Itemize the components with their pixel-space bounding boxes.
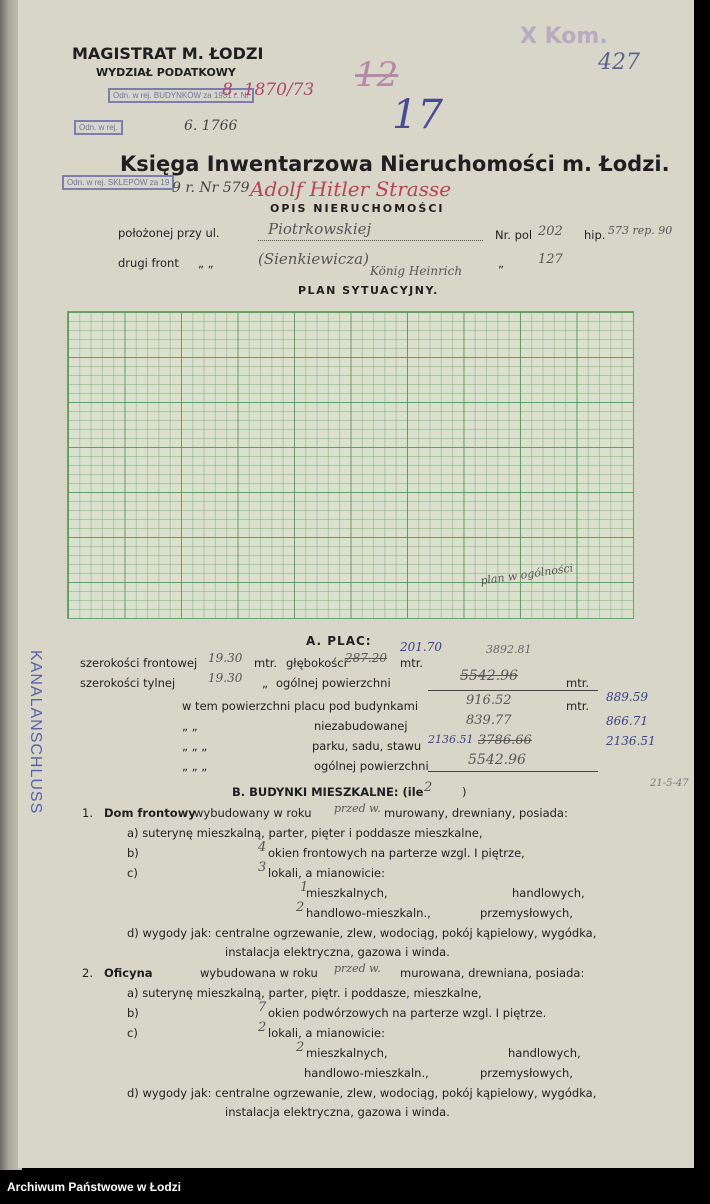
building2-residential: mieszkalnych, [306,1046,388,1060]
building2-residential-count: 2 [296,1040,305,1055]
paren-close: ) [462,785,467,799]
building1-name: Dom frontowy [104,806,196,820]
stamp3-handwriting: 9 r. Nr 579 [172,180,250,196]
mtr-unit-3: mtr. [566,676,590,690]
building2-line-a: a) suterynę mieszkalną, parter, piętr. i poddasze, mieszkalne, [127,986,482,1000]
building2-num: 2. [82,966,93,980]
mortgage-value: 573 rep. 90 [608,224,673,237]
stamp1-handwriting: 8. 1870/73 [222,80,315,100]
building1-commercial: handlowych, [512,886,585,900]
building1-line-b: okien frontowych na parterze wzgl. I piętrze, [268,846,525,860]
plan-note: plan w ogólności [479,561,574,588]
building1-material: murowany, drewniany, posiada: [384,806,568,820]
struck-file-number: 12 [355,55,399,95]
building1-b-prefix: b) [127,846,139,860]
department-name: WYDZIAŁ PODATKOWY [96,66,236,79]
page-title: Księga Inwentarzowa Nieruchomości m. Łodzi. [120,152,670,176]
back-width-label: szerokości tylnej [80,676,176,690]
buildings-count: 2 [424,780,433,795]
new-street-name: Adolf Hitler Strasse [250,177,452,201]
mtr-unit-4: mtr. [566,699,590,713]
building1-residential: mieszkalnych, [306,886,388,900]
building1-line-d2: instalacja elektryczna, gazowa i winda. [225,945,450,959]
mtr-unit-2: mtr. [400,656,424,670]
second-front-label: drugi front [118,256,179,270]
street-line [258,240,483,241]
building2-line-d: d) wygody jak: centralne ogrzewanie, zlew, wodociąg, pokój kąpielowy, wygódka, [127,1086,597,1100]
second-front-number: 127 [538,252,563,267]
park-value: 2136.51 [428,733,474,746]
residential-buildings-heading: B. BUDYNKI MIESZKALNE: (ile [232,785,424,799]
overall-area-label: ogólnej powierzchni [314,759,429,773]
back-width-value: 19.30 [208,671,243,685]
property-description-heading: OPIS NIERUCHOMOŚCI [270,202,445,215]
building2-material: murowana, drewniana, posiada: [400,966,585,980]
park-new-value: 2136.51 [606,734,656,748]
building1-line-c: lokali, a mianowicie: [268,866,385,880]
building2-c-prefix: c) [127,1026,138,1040]
stamp2-handwriting: 6. 1766 [184,118,238,134]
building1-line-a: a) suterynę mieszkalną, parter, pięter i poddasze mieszkalne, [127,826,483,840]
building1-num: 1. [82,806,93,820]
building1-mixed: handlowo-mieszkaln., [306,906,431,920]
corner-number: 427 [598,50,640,75]
buildings-register-stamp: Odn. w rej. BUDYNKÓW za 1931 r. Nr [108,88,254,103]
building1-units: 3 [258,860,267,875]
margin-vertical-stamp: KANALANSCHLUSS [27,650,44,815]
shops-register-stamp: Odn. w rej. SKLEPÓW za 19 [62,175,174,190]
unbuilt-new-value: 866.71 [606,714,648,728]
total-area-line [428,690,598,691]
depth-struck-value: 287.20 [345,651,387,665]
plot-number-label: Nr. pol [495,228,533,242]
under-building-label: w tem powierzchni placu pod budynkami [182,699,419,713]
ditto-marks: „ „ [198,256,214,270]
overall-area-value: 5542.96 [468,752,526,768]
building2-industrial: przemysłowych, [480,1066,573,1080]
street-value: Piotrkowskiej [268,220,372,238]
front-width-label: szerokości frontowej [80,656,198,670]
file-number: 17 [392,92,443,138]
office-name: MAGISTRAT M. ŁODZI [72,44,264,63]
total-area-top-value: 3892.81 [486,643,532,656]
unbuilt-label: niezabudowanej [314,719,408,733]
building2-year: przed w. [334,962,381,975]
building1-mixed-count: 2 [296,900,305,915]
second-front-value: (Sienkiewicza) [258,250,369,268]
building2-name: Oficyna [104,966,153,980]
ditto-a: „ [262,676,268,690]
total-area-struck-value: 5542.96 [460,668,518,684]
building1-year: przed w. [334,802,381,815]
plot-number-value: 202 [538,224,563,239]
building2-line-d2: instalacja elektryczna, gazowa i winda. [225,1105,450,1119]
side-date-note: 21-5-47 [650,778,689,789]
mortgage-label: hip. [584,228,606,242]
building2-line-b: okien podwórzowych na parterze wzgl. I piętrze. [268,1006,547,1020]
ditto-marks-2: „ [498,256,504,270]
overall-area-line [428,771,598,772]
second-front-new-name: König Heinrich [370,264,463,278]
building1-industrial: przemysłowych, [480,906,573,920]
under-building-value: 916.52 [466,693,512,708]
total-area-label: ogólnej powierzchni [276,676,391,690]
archive-footer [0,1172,710,1204]
building1-c-prefix: c) [127,866,138,880]
ditto-d: „ „ „ [182,759,208,773]
register-stamp-2: Odn. w rej. [74,120,123,135]
corner-stamp: X Kom. [520,24,608,49]
building2-b-prefix: b) [127,1006,139,1020]
mtr-unit-1: mtr. [254,656,278,670]
ditto-b: „ „ [182,719,198,733]
depth-new-value: 201.70 [400,640,442,654]
building1-windows: 4 [258,840,267,855]
building2-line-c: lokali, a mianowicie: [268,1026,385,1040]
street-label: położonej przy ul. [118,226,220,240]
unbuilt-value: 839.77 [466,713,512,728]
depth-label: głębokości [286,656,347,670]
building1-residential-count: 1 [300,880,309,895]
building1-built-label: wybudowany w roku [194,806,312,820]
situation-plan-heading: PLAN SYTUACYJNY. [298,284,439,297]
under-building-new-value: 889.59 [606,690,648,704]
building1-line-d: d) wygody jak: centralne ogrzewanie, zlew, wodociąg, pokój kąpielowy, wygódka, [127,926,597,940]
park-label: parku, sadu, stawu [312,739,422,753]
park-struck-value: 3786.66 [478,733,532,748]
ditto-c: „ „ „ [182,739,208,753]
building2-mixed: handlowo-mieszkaln., [304,1066,429,1080]
building2-windows: 7 [258,1000,267,1015]
plot-heading: A. PLAC: [306,634,372,648]
building2-units: 2 [258,1020,267,1035]
building2-commercial: handlowych, [508,1046,581,1060]
building2-built-label: wybudowana w roku [200,966,318,980]
archive-name: Archiwum Państwowe w Łodzi [7,1180,182,1194]
front-width-value: 19.30 [208,651,243,665]
